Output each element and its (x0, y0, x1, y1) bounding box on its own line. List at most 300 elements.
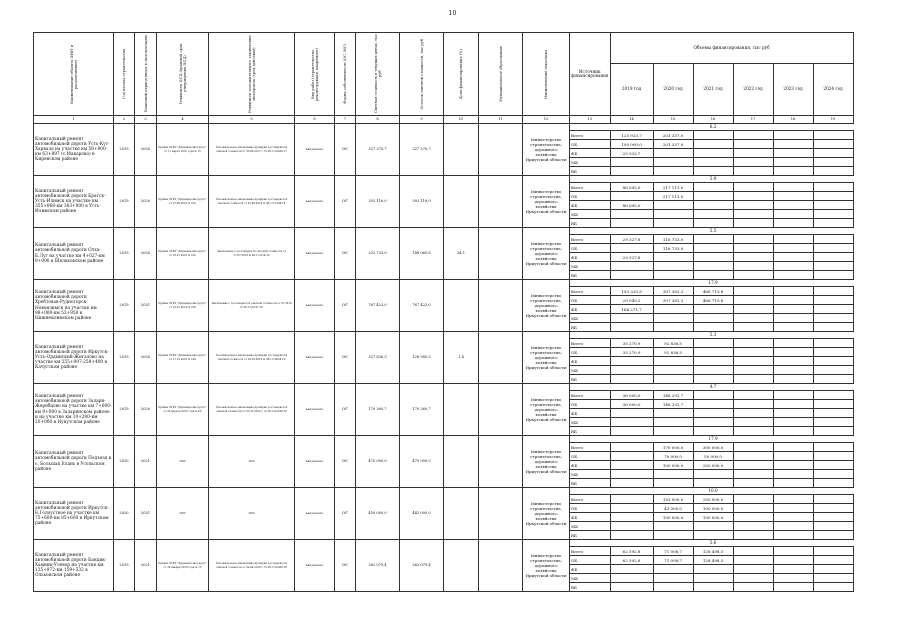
amount-2019 (610, 565, 653, 574)
blank-cell (653, 176, 693, 183)
amount-2019: 193 320,9 (610, 287, 653, 296)
amount-2020 (653, 149, 693, 158)
amount-2022 (733, 443, 773, 452)
blank-cell (733, 124, 773, 131)
amount-2020: 148 291,7 (653, 391, 693, 400)
funding-source: ВБ (570, 271, 611, 280)
amount-2019: 86 005,0 (610, 183, 653, 192)
estimate-cost: 262 079,4 (356, 540, 400, 592)
expertise-details: Положительное заключение проверки достоверности сметной стоимости от 22.08.2018 № 38-1-5-0148-18 (209, 176, 295, 228)
amount-2023 (773, 323, 813, 332)
column-number: 19 (813, 116, 853, 124)
amount-2022 (733, 375, 773, 384)
amount-2023 (773, 574, 813, 583)
amount-2021 (693, 470, 733, 479)
blank-cell (570, 488, 611, 495)
start-year: 2019 (114, 228, 135, 280)
funding-source: Всего (570, 495, 611, 504)
amount-2020: 217 111,0 (653, 183, 693, 192)
amount-2019: 86 005,0 (610, 201, 653, 210)
work-type: капремонт (295, 540, 335, 592)
amount-2021 (693, 271, 733, 280)
blank-cell (733, 488, 773, 495)
amount-2022 (733, 140, 773, 149)
amount-2023 (773, 244, 813, 253)
funding-source: ОБ (570, 296, 611, 305)
amount-2019 (610, 167, 653, 176)
amount-2024 (813, 323, 853, 332)
header-psd: Реквизиты ПСД (правовой срок утверждения ПСД) (157, 33, 209, 116)
amount-2023 (773, 461, 813, 470)
amount-2024 (813, 192, 853, 201)
psd-details: 2020 (157, 436, 209, 488)
amount-2023 (773, 235, 813, 244)
amount-2019 (610, 271, 653, 280)
amount-2024 (813, 375, 853, 384)
amount-2023 (773, 219, 813, 228)
ownership: ОС (335, 280, 356, 332)
blank-cell (813, 436, 853, 443)
blank-cell (570, 436, 611, 443)
amount-2024 (813, 131, 853, 140)
header-start-year: Год начала строительства (114, 33, 135, 116)
amount-2021 (693, 167, 733, 176)
municipality (479, 280, 523, 332)
municipality (479, 124, 523, 176)
amount-2024 (813, 418, 853, 427)
amount-2019 (610, 443, 653, 452)
amount-2022 (733, 556, 773, 565)
amount-2019: 25 933,7 (610, 149, 653, 158)
amount-2019: 35 270,9 (610, 348, 653, 357)
funding-source: ФБ (570, 513, 611, 522)
amount-2020 (653, 470, 693, 479)
customer-name: Министерство строительства, дорожного хозяйства Иркутской области (523, 436, 570, 488)
amount-2020 (653, 565, 693, 574)
remaining-cost: 303 116,0 (400, 176, 444, 228)
amount-2023 (773, 409, 813, 418)
amount-2021 (693, 219, 733, 228)
blank-cell (813, 124, 853, 131)
end-year: 2021 (135, 488, 157, 540)
amount-2022 (733, 583, 773, 592)
expertise-details: Положительное заключение проверки достоверности сметной стоимости от 04.04.2018 г. № 38-1-5-0069-18 (209, 540, 295, 592)
work-type: капремонт (295, 488, 335, 540)
psd-details: Приказ ОГКУ "Дирекция автодорог" от 27.06.2018 № 192 (157, 176, 209, 228)
blank-cell (813, 488, 853, 495)
amount-2024 (813, 574, 853, 583)
amount-2019: 164 271,7 (610, 305, 653, 314)
amount-2019 (610, 504, 653, 513)
customer-name: Министерство строительства, дорожного хозяйства Иркутской области (523, 124, 570, 176)
amount-2024 (813, 443, 853, 452)
amount-2022 (733, 479, 773, 488)
blank-cell (653, 488, 693, 495)
funding-source: Всего (570, 287, 611, 296)
amount-2022 (733, 192, 773, 201)
amount-2020 (653, 479, 693, 488)
amount-2024 (813, 253, 853, 262)
funding-source: ВБ (570, 479, 611, 488)
amount-2024 (813, 495, 853, 504)
amount-2023 (773, 149, 813, 158)
funding-source: ВБ (570, 427, 611, 436)
blank-cell (610, 488, 653, 495)
amount-2020 (653, 271, 693, 280)
amount-2024 (813, 366, 853, 375)
blank-cell (653, 280, 693, 287)
funding-source: Всего (570, 547, 611, 556)
column-number: 15 (653, 116, 693, 124)
funding-source: ВБ (570, 323, 611, 332)
blank-cell (773, 176, 813, 183)
project-name: Капитальный ремонт автомобильной дороги Подъезд к с. Большая Елань в Усольском районе (34, 436, 114, 488)
amount-2023 (773, 443, 813, 452)
column-number: 10 (444, 116, 479, 124)
project-code-row (34, 228, 854, 235)
funding-source: МБ (570, 262, 611, 271)
funding-source: Всего (570, 391, 611, 400)
column-number: 14 (610, 116, 653, 124)
amount-2024 (813, 461, 853, 470)
amount-2024 (813, 210, 853, 219)
amount-2020: 70 000,0 (653, 452, 693, 461)
blank-cell (813, 228, 853, 235)
expertise-details: 2020 (209, 488, 295, 540)
amount-2024 (813, 522, 853, 531)
amount-2021: 466 719,8 (693, 287, 733, 296)
amount-2019 (610, 314, 653, 323)
expertise-details: Положительное заключение проверки достоверности сметной стоимости от 29.03.2019 № 38-1-5-0058-19 (209, 332, 295, 384)
funding-source: ОБ (570, 400, 611, 409)
amount-2024 (813, 287, 853, 296)
amount-2021 (693, 210, 733, 219)
funding-source: ОБ (570, 348, 611, 357)
share-percent (444, 436, 479, 488)
amount-2021 (693, 479, 733, 488)
amount-2023 (773, 131, 813, 140)
amount-2022 (733, 323, 773, 332)
blank-cell (653, 124, 693, 131)
amount-2022 (733, 235, 773, 244)
amount-2019 (610, 192, 653, 201)
end-year: 2020 (135, 176, 157, 228)
header-year: 2020 год (653, 64, 693, 116)
amount-2022 (733, 531, 773, 540)
amount-2023 (773, 201, 813, 210)
amount-2021 (693, 183, 733, 192)
expertise-details: Заключение о достоверности сметной стоимости от 07.2019 № 38-1-5-0137-19 (209, 280, 295, 332)
amount-2019 (610, 219, 653, 228)
ownership: ОС (335, 540, 356, 592)
amount-2019: 62 592,8 (610, 556, 653, 565)
amount-2023 (773, 140, 813, 149)
amount-2020: 71 008,7 (653, 556, 693, 565)
amount-2019 (610, 574, 653, 583)
remaining-cost: 146 065,8 (400, 228, 444, 280)
amount-2023 (773, 210, 813, 219)
amount-2020 (653, 167, 693, 176)
amount-2024 (813, 140, 853, 149)
share-percent (444, 176, 479, 228)
funding-source: ФБ (570, 305, 611, 314)
funding-source: ФБ (570, 461, 611, 470)
amount-2019 (610, 531, 653, 540)
expertise-details: Положительное заключение проверки достоверности сметной стоимости от 03.12.2015 г. № 38-1-4-0530-16 (209, 384, 295, 436)
amount-2022 (733, 504, 773, 513)
column-number: 9 (400, 116, 444, 124)
amount-2020 (653, 357, 693, 366)
blank-cell (733, 436, 773, 443)
project-code: 5.3 (709, 331, 717, 337)
end-year: 2020 (135, 332, 157, 384)
amount-2019 (610, 461, 653, 470)
amount-2021 (693, 583, 733, 592)
amount-2024 (813, 149, 853, 158)
remaining-cost: 470 000,0 (400, 436, 444, 488)
amount-2023 (773, 262, 813, 271)
estimate-cost: 170 260,7 (356, 384, 400, 436)
amount-2024 (813, 314, 853, 323)
header-year: 2019 год (610, 64, 653, 116)
amount-2020: 116 733,0 (653, 235, 693, 244)
blank-cell (773, 384, 813, 391)
amount-2024 (813, 400, 853, 409)
project-name: Капитальный ремонт автомобильной дороги Залари-Жеребцово на участке км 7+000-км 9+000 в Заларинском районе и на участке км 10+200-км 20+000 в Нукутском районе (34, 384, 114, 436)
header-year: 2021 год (693, 64, 733, 116)
blank-cell (570, 332, 611, 339)
start-year: 2020 (114, 488, 135, 540)
project-code-row (34, 436, 854, 443)
blank-cell (610, 436, 653, 443)
amount-2021 (693, 131, 733, 140)
project-name: Капитальный ремонт автомобильной дороги Бандик-Хамниц-Улевор на участке км 135+972-км 159+532 в Ольхонском районе (34, 540, 114, 592)
remaining-cost: 443 000,0 (400, 488, 444, 540)
customer-name: Министерство строительства, дорожного хозяйства Иркутской области (523, 384, 570, 436)
column-number: 18 (773, 116, 813, 124)
amount-2024 (813, 305, 853, 314)
blank-cell (610, 176, 653, 183)
amount-2019 (610, 262, 653, 271)
blank-cell (773, 436, 813, 443)
header-source: Источник финансирования (570, 33, 611, 116)
customer-name: Министерство строительства, дорожного хозяйства Иркутской области (523, 176, 570, 228)
funding-source: ФБ (570, 149, 611, 158)
work-type: капремонт (295, 384, 335, 436)
amount-2021 (693, 427, 733, 436)
amount-2021: 100 000,0 (693, 504, 733, 513)
amount-2020 (653, 409, 693, 418)
header-year: 2023 год (773, 64, 813, 116)
amount-2020: 43 000,0 (653, 504, 693, 513)
blank-cell (813, 176, 853, 183)
amount-2021: 250 000,0 (693, 495, 733, 504)
amount-2022 (733, 409, 773, 418)
amount-2021 (693, 323, 733, 332)
amount-2019 (610, 427, 653, 436)
project-code-row (34, 176, 854, 183)
amount-2023 (773, 427, 813, 436)
amount-2023 (773, 504, 813, 513)
column-number: 7 (335, 116, 356, 124)
amount-2020: 217 111,0 (653, 192, 693, 201)
amount-2024 (813, 391, 853, 400)
amount-2020: 92 836,5 (653, 348, 693, 357)
header-ownership: Форма собственности (ОС, МС) (335, 33, 356, 116)
amount-2022 (733, 262, 773, 271)
psd-details: Приказ ОГКУ "Дирекция автодорог" от 11 марта 2016 года № 15 (157, 124, 209, 176)
amount-2022 (733, 167, 773, 176)
amount-2021 (693, 149, 733, 158)
blank-cell (610, 280, 653, 287)
amount-2023 (773, 253, 813, 262)
amount-2022 (733, 522, 773, 531)
amount-2022 (733, 339, 773, 348)
blank-cell (773, 280, 813, 287)
project-name: Капитальный ремонт автомобильной дороги Хребтовая-Рудногорск-Новоилимск на участке км 98+000-км 53+950 в Нижнеилимском районе (34, 280, 114, 332)
blank-cell (653, 228, 693, 235)
remaining-cost: 767 422,0 (400, 280, 444, 332)
customer-name: Министерство строительства, дорожного хозяйства Иркутской области (523, 280, 570, 332)
header-share: Доля финансирования (%) (444, 33, 479, 116)
amount-2022 (733, 131, 773, 140)
amount-2020 (653, 366, 693, 375)
estimate-cost: 303 116,0 (356, 176, 400, 228)
amount-2020: 170 000,0 (653, 443, 693, 452)
amount-2020: 148 291,7 (653, 400, 693, 409)
funding-source: ВБ (570, 167, 611, 176)
project-code-row (34, 124, 854, 131)
project-code: 5.6 (709, 539, 717, 545)
funding-source: МБ (570, 158, 611, 167)
amount-2020 (653, 305, 693, 314)
amount-2021 (693, 565, 733, 574)
amount-2021 (693, 262, 733, 271)
blank-cell (773, 540, 813, 547)
amount-2024 (813, 452, 853, 461)
blank-cell (733, 384, 773, 391)
amount-2022 (733, 574, 773, 583)
end-year: 2021 (135, 280, 157, 332)
amount-2020 (653, 314, 693, 323)
amount-2023 (773, 470, 813, 479)
amount-2020 (653, 375, 693, 384)
blank-cell (570, 384, 611, 391)
project-name: Капитальный ремонт автомобильной дороги Олха-Б.Луг на участке км 4+027-км 9+000 в Шелеховском районе (34, 228, 114, 280)
project-name: Капитальный ремонт автомобильной дороги Иркутск-Б.Голоустное на участке км 75+600-км 85+600 в Иркутском районе (34, 488, 114, 540)
amount-2021 (693, 391, 733, 400)
estimate-cost: 222 733,0 (356, 228, 400, 280)
amount-2021 (693, 348, 733, 357)
work-type: капремонт (295, 280, 335, 332)
blank-cell (653, 384, 693, 391)
amount-2024 (813, 556, 853, 565)
amount-2023 (773, 348, 813, 357)
amount-2022 (733, 158, 773, 167)
amount-2023 (773, 287, 813, 296)
amount-2024 (813, 513, 853, 522)
funding-source: МБ (570, 366, 611, 375)
end-year: 2020 (135, 124, 157, 176)
funding-source: Всего (570, 183, 611, 192)
amount-2019: 100 000,0 (610, 140, 653, 149)
blank-cell (653, 436, 693, 443)
funding-table (33, 32, 854, 592)
funding-source: МБ (570, 418, 611, 427)
amount-2020 (653, 323, 693, 332)
amount-2024 (813, 244, 853, 253)
share-percent (444, 280, 479, 332)
column-number: 1 (34, 116, 114, 124)
funding-source: ВБ (570, 219, 611, 228)
amount-2022 (733, 400, 773, 409)
blank-cell (773, 228, 813, 235)
amount-2019: 125 933,7 (610, 131, 653, 140)
amount-2023 (773, 495, 813, 504)
funding-source: Всего (570, 443, 611, 452)
amount-2023 (773, 418, 813, 427)
remaining-cost: 128 985,5 (400, 332, 444, 384)
amount-2022 (733, 461, 773, 470)
funding-source: Всего (570, 339, 611, 348)
psd-details: Приказ ОГКУ "Дирекция автодорог" от 11.10.2018 № 196 (157, 332, 209, 384)
blank-cell (813, 540, 853, 547)
municipality (479, 176, 523, 228)
customer-name: Министерство строительства, дорожного хозяйства Иркутской области (523, 540, 570, 592)
amount-2023 (773, 531, 813, 540)
amount-2024 (813, 409, 853, 418)
blank-cell (653, 332, 693, 339)
amount-2023 (773, 565, 813, 574)
amount-2023 (773, 167, 813, 176)
ownership: ОС (335, 332, 356, 384)
amount-2021 (693, 522, 733, 531)
work-type: капремонт (295, 332, 335, 384)
municipality (479, 384, 523, 436)
funding-source: ВБ (570, 375, 611, 384)
amount-2019 (610, 409, 653, 418)
amount-2021 (693, 409, 733, 418)
amount-2021 (693, 201, 733, 210)
blank-cell (570, 124, 611, 131)
start-year: 2019 (114, 384, 135, 436)
amount-2023 (773, 314, 813, 323)
expertise-details: 2020 (209, 436, 295, 488)
amount-2021 (693, 244, 733, 253)
column-number: 13 (570, 116, 611, 124)
amount-2022 (733, 210, 773, 219)
amount-2022 (733, 201, 773, 210)
amount-2019 (610, 366, 653, 375)
amount-2023 (773, 192, 813, 201)
amount-2020 (653, 427, 693, 436)
psd-details: 2020 (157, 488, 209, 540)
amount-2022 (733, 366, 773, 375)
amount-2020 (653, 201, 693, 210)
column-number: 4 (157, 116, 209, 124)
end-year: 2020 (135, 384, 157, 436)
funding-source: ФБ (570, 253, 611, 262)
amount-2019 (610, 418, 653, 427)
work-type: капремонт (295, 176, 335, 228)
amount-2022 (733, 418, 773, 427)
amount-2023 (773, 400, 813, 409)
end-year: 2021 (135, 540, 157, 592)
header-municipality: Муниципальное образование (479, 33, 523, 116)
amount-2024 (813, 427, 853, 436)
project-code: 6.2 (709, 123, 717, 129)
project-code: 5.5 (709, 227, 717, 233)
